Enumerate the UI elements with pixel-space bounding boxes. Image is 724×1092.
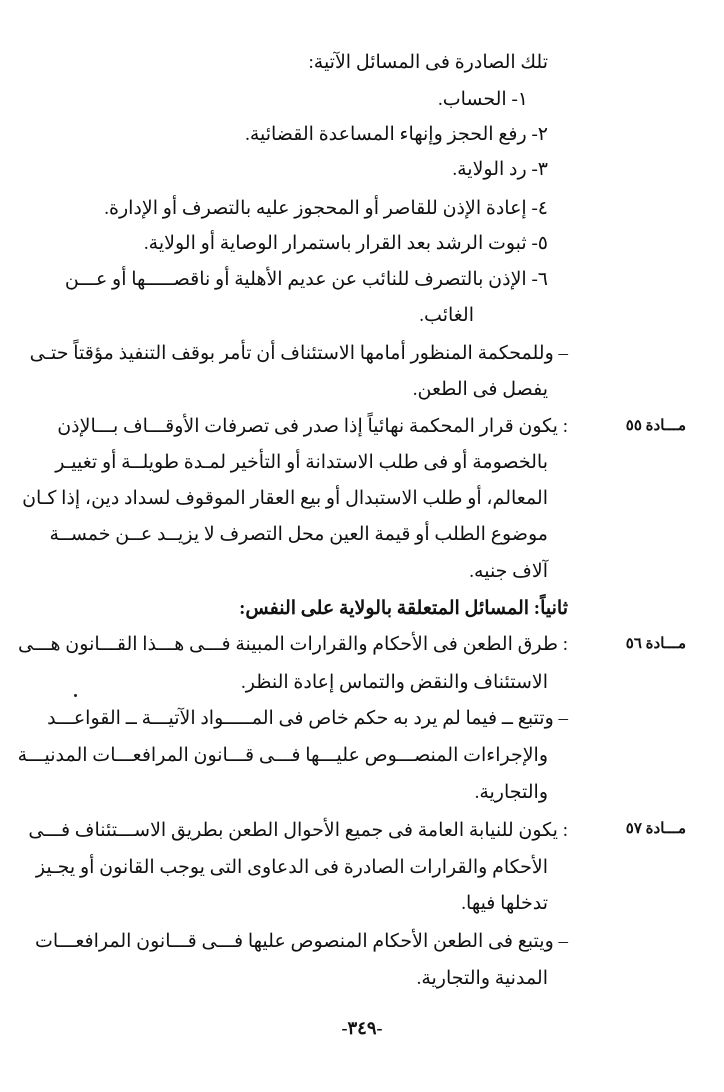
paragraph-line: – وللمحكمة المنظور أمامها الاستئناف أن تأمر بوقف التنفيذ مؤقتاً حتـى: [29, 343, 568, 364]
paragraph-line: المدنية والتجارية.: [416, 968, 548, 989]
article-text-line: : يكون قرار المحكمة نهائياً إذا صدر فى تصرفات الأوقـــاف بـــالإذن: [57, 416, 568, 437]
article-text-line: : طرق الطعن فى الأحكام والقرارات المبينة فـــى هـــذا القـــانون هـــى: [18, 634, 568, 655]
list-item: ٣- رد الولاية.: [452, 159, 548, 180]
paragraph-line: – ويتبع فى الطعن الأحكام المنصوص عليها فـــى قـــانون المرافعـــات: [34, 931, 568, 952]
paragraph-line: والتجارية.: [474, 782, 548, 803]
list-item: ٤- إعادة الإذن للقاصر أو المحجوز عليه بالتصرف أو الإدارة.: [104, 198, 548, 219]
article-label: مـــادة ٥٦: [625, 636, 686, 652]
section-heading: ثانياً: المسائل المتعلقة بالولاية على النفس:: [239, 598, 568, 619]
article-text-line: : يكون للنيابة العامة فى جميع الأحوال الطعن بطريق الاســـتئناف فـــى: [28, 820, 568, 841]
article-text-line: المعالم، أو طلب الاستبدال أو بيع العقار الموقوف لسداد دين، إذا كـان: [22, 488, 548, 509]
page-number: -٣٤٩-: [341, 1018, 383, 1038]
list-item: ٥- ثبوت الرشد بعد القرار باستمرار الوصاية أو الولاية.: [143, 233, 548, 254]
article-label: مـــادة ٥٧: [625, 821, 686, 837]
article-text-line: بالخصومة أو فى طلب الاستدانة أو التأخير لمـدة طويلــة أو تغييـر: [55, 452, 548, 473]
article-text-line: تدخلها فيها.: [461, 893, 548, 914]
paragraph-line: يفصل فى الطعن.: [412, 379, 548, 400]
article-label: مـــادة ٥٥: [625, 418, 686, 434]
list-item: الغائب.: [419, 305, 474, 326]
intro-line: تلك الصادرة فى المسائل الآتية:: [308, 52, 548, 73]
list-item: ٢- رفع الحجز وإنهاء المساعدة القضائية.: [245, 124, 548, 145]
stray-dot: [74, 694, 77, 697]
list-item: ٦- الإذن بالتصرف للنائب عن عديم الأهلية أو ناقصـــــها أو عـــن: [64, 269, 548, 290]
article-text-line: الأحكام والقرارات الصادرة فى الدعاوى التى يوجب القانون أو يجـيز: [35, 857, 548, 878]
list-item: ١- الحساب.: [437, 89, 528, 110]
paragraph-line: – وتتبع ــ فيما لم يرد به حكم خاص فى المـــــواد الآتيـــة ــ القواعـــد: [47, 708, 568, 729]
paragraph-line: والإجراءات المنصـــوص عليـــها فـــى قـــانون المرافعـــات المدنيـــة: [17, 745, 548, 766]
article-text-line: موضوع الطلب أو قيمة العين محل التصرف لا يزيــد عــن خمســة: [49, 524, 548, 545]
article-text-line: آلاف جنيه.: [469, 561, 548, 582]
article-text-line: الاستئناف والنقض والتماس إعادة النظر.: [241, 672, 548, 693]
